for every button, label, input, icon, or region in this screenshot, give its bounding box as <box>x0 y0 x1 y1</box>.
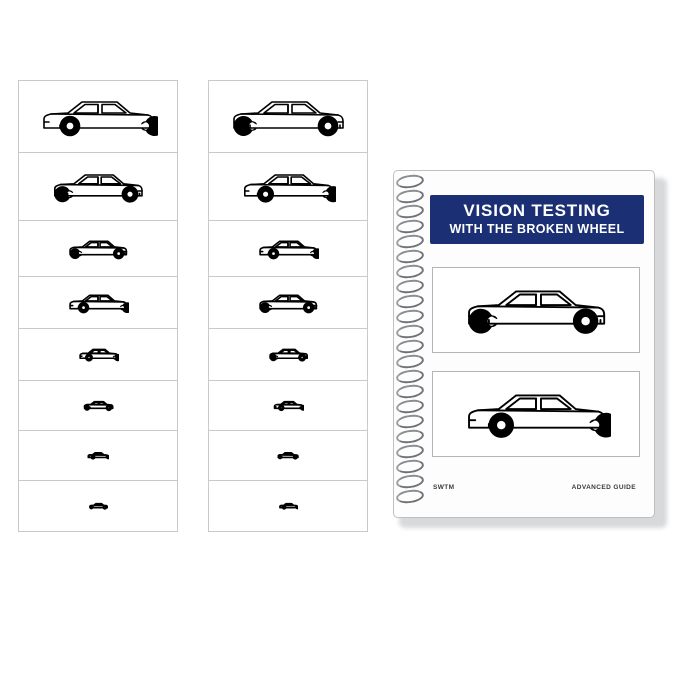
broken-wheel-car-icon <box>209 381 367 430</box>
book-title-sub: WITH THE BROKEN WHEEL <box>449 222 625 236</box>
broken-wheel-car-icon <box>19 481 177 531</box>
spiral-coil <box>395 293 425 310</box>
spiral-coil <box>395 188 425 205</box>
book-footer-left: SWTM <box>433 484 455 491</box>
broken-wheel-car-icon <box>461 279 611 341</box>
vision-card[interactable] <box>208 152 368 220</box>
spiral-coil <box>395 323 425 340</box>
broken-wheel-car-icon <box>67 290 129 316</box>
broken-wheel-car-icon <box>277 451 299 460</box>
broken-wheel-car-icon <box>19 277 177 328</box>
spiral-coil <box>395 488 425 505</box>
spiral-coil <box>395 353 425 370</box>
vision-card[interactable] <box>18 380 178 430</box>
broken-wheel-car-icon <box>19 81 177 152</box>
spiral-coil <box>395 368 425 385</box>
vision-card[interactable] <box>208 480 368 532</box>
vision-card[interactable] <box>208 80 368 152</box>
broken-wheel-car-icon <box>87 451 109 460</box>
broken-wheel-car-icon <box>209 153 367 220</box>
broken-wheel-car-icon <box>19 221 177 276</box>
broken-wheel-car-icon <box>209 277 367 328</box>
vision-card[interactable] <box>208 276 368 328</box>
spiral-coil <box>395 248 425 265</box>
broken-wheel-car-icon <box>273 399 304 412</box>
broken-wheel-car-icon <box>209 431 367 480</box>
broken-wheel-car-icon <box>38 92 158 142</box>
book-cover-content <box>424 181 644 507</box>
vision-card[interactable] <box>208 380 368 430</box>
card-column-left <box>18 80 178 532</box>
vision-card[interactable] <box>18 152 178 220</box>
vision-card[interactable] <box>18 220 178 276</box>
book-title-main: VISION TESTING <box>463 201 611 220</box>
vision-card[interactable] <box>208 328 368 380</box>
broken-wheel-car-icon <box>19 381 177 430</box>
broken-wheel-car-icon <box>279 502 298 510</box>
book-panel-bottom <box>432 371 640 457</box>
spiral-coil <box>395 443 425 460</box>
broken-wheel-car-icon <box>83 399 114 412</box>
broken-wheel-car-icon <box>19 329 177 380</box>
spiral-coil <box>395 278 425 295</box>
spiral-coil <box>395 383 425 400</box>
broken-wheel-car-icon <box>461 383 611 445</box>
spiral-coil <box>395 338 425 355</box>
spiral-coil <box>395 458 425 475</box>
card-column-right <box>208 80 368 532</box>
broken-wheel-car-icon <box>257 290 319 316</box>
broken-wheel-car-icon <box>19 431 177 480</box>
vision-card[interactable] <box>18 80 178 152</box>
spiral-coil <box>395 203 425 220</box>
book-panel-top <box>432 267 640 353</box>
broken-wheel-car-icon <box>67 236 129 262</box>
broken-wheel-car-icon <box>209 481 367 531</box>
broken-wheel-car-icon <box>209 329 367 380</box>
broken-wheel-car-icon <box>209 221 367 276</box>
spiral-binding-icon <box>394 175 428 515</box>
spiral-coil <box>395 218 425 235</box>
broken-wheel-car-icon <box>268 346 309 363</box>
vision-card[interactable] <box>208 430 368 480</box>
vision-card[interactable] <box>18 276 178 328</box>
broken-wheel-car-icon <box>50 167 146 207</box>
spiral-coil <box>395 263 425 280</box>
broken-wheel-car-icon <box>89 502 108 510</box>
vision-card[interactable] <box>18 328 178 380</box>
broken-wheel-car-icon <box>78 346 119 363</box>
broken-wheel-car-icon <box>240 167 336 207</box>
spiral-coil <box>395 173 425 190</box>
spiral-coil <box>395 413 425 430</box>
vision-card[interactable] <box>18 430 178 480</box>
vision-card[interactable] <box>18 480 178 532</box>
broken-wheel-car-icon <box>19 153 177 220</box>
book-footer-right: ADVANCED GUIDE <box>571 484 636 491</box>
broken-wheel-car-icon <box>228 92 348 142</box>
spiral-coil <box>395 428 425 445</box>
spiral-coil <box>395 308 425 325</box>
broken-wheel-car-icon <box>209 81 367 152</box>
book-title-bar <box>430 195 644 244</box>
spiral-coil <box>395 398 425 415</box>
broken-wheel-car-icon <box>257 236 319 262</box>
book-cover <box>393 170 655 518</box>
spiral-guide-book[interactable] <box>393 170 665 525</box>
spiral-coil <box>395 233 425 250</box>
spiral-coil <box>395 473 425 490</box>
vision-card[interactable] <box>208 220 368 276</box>
